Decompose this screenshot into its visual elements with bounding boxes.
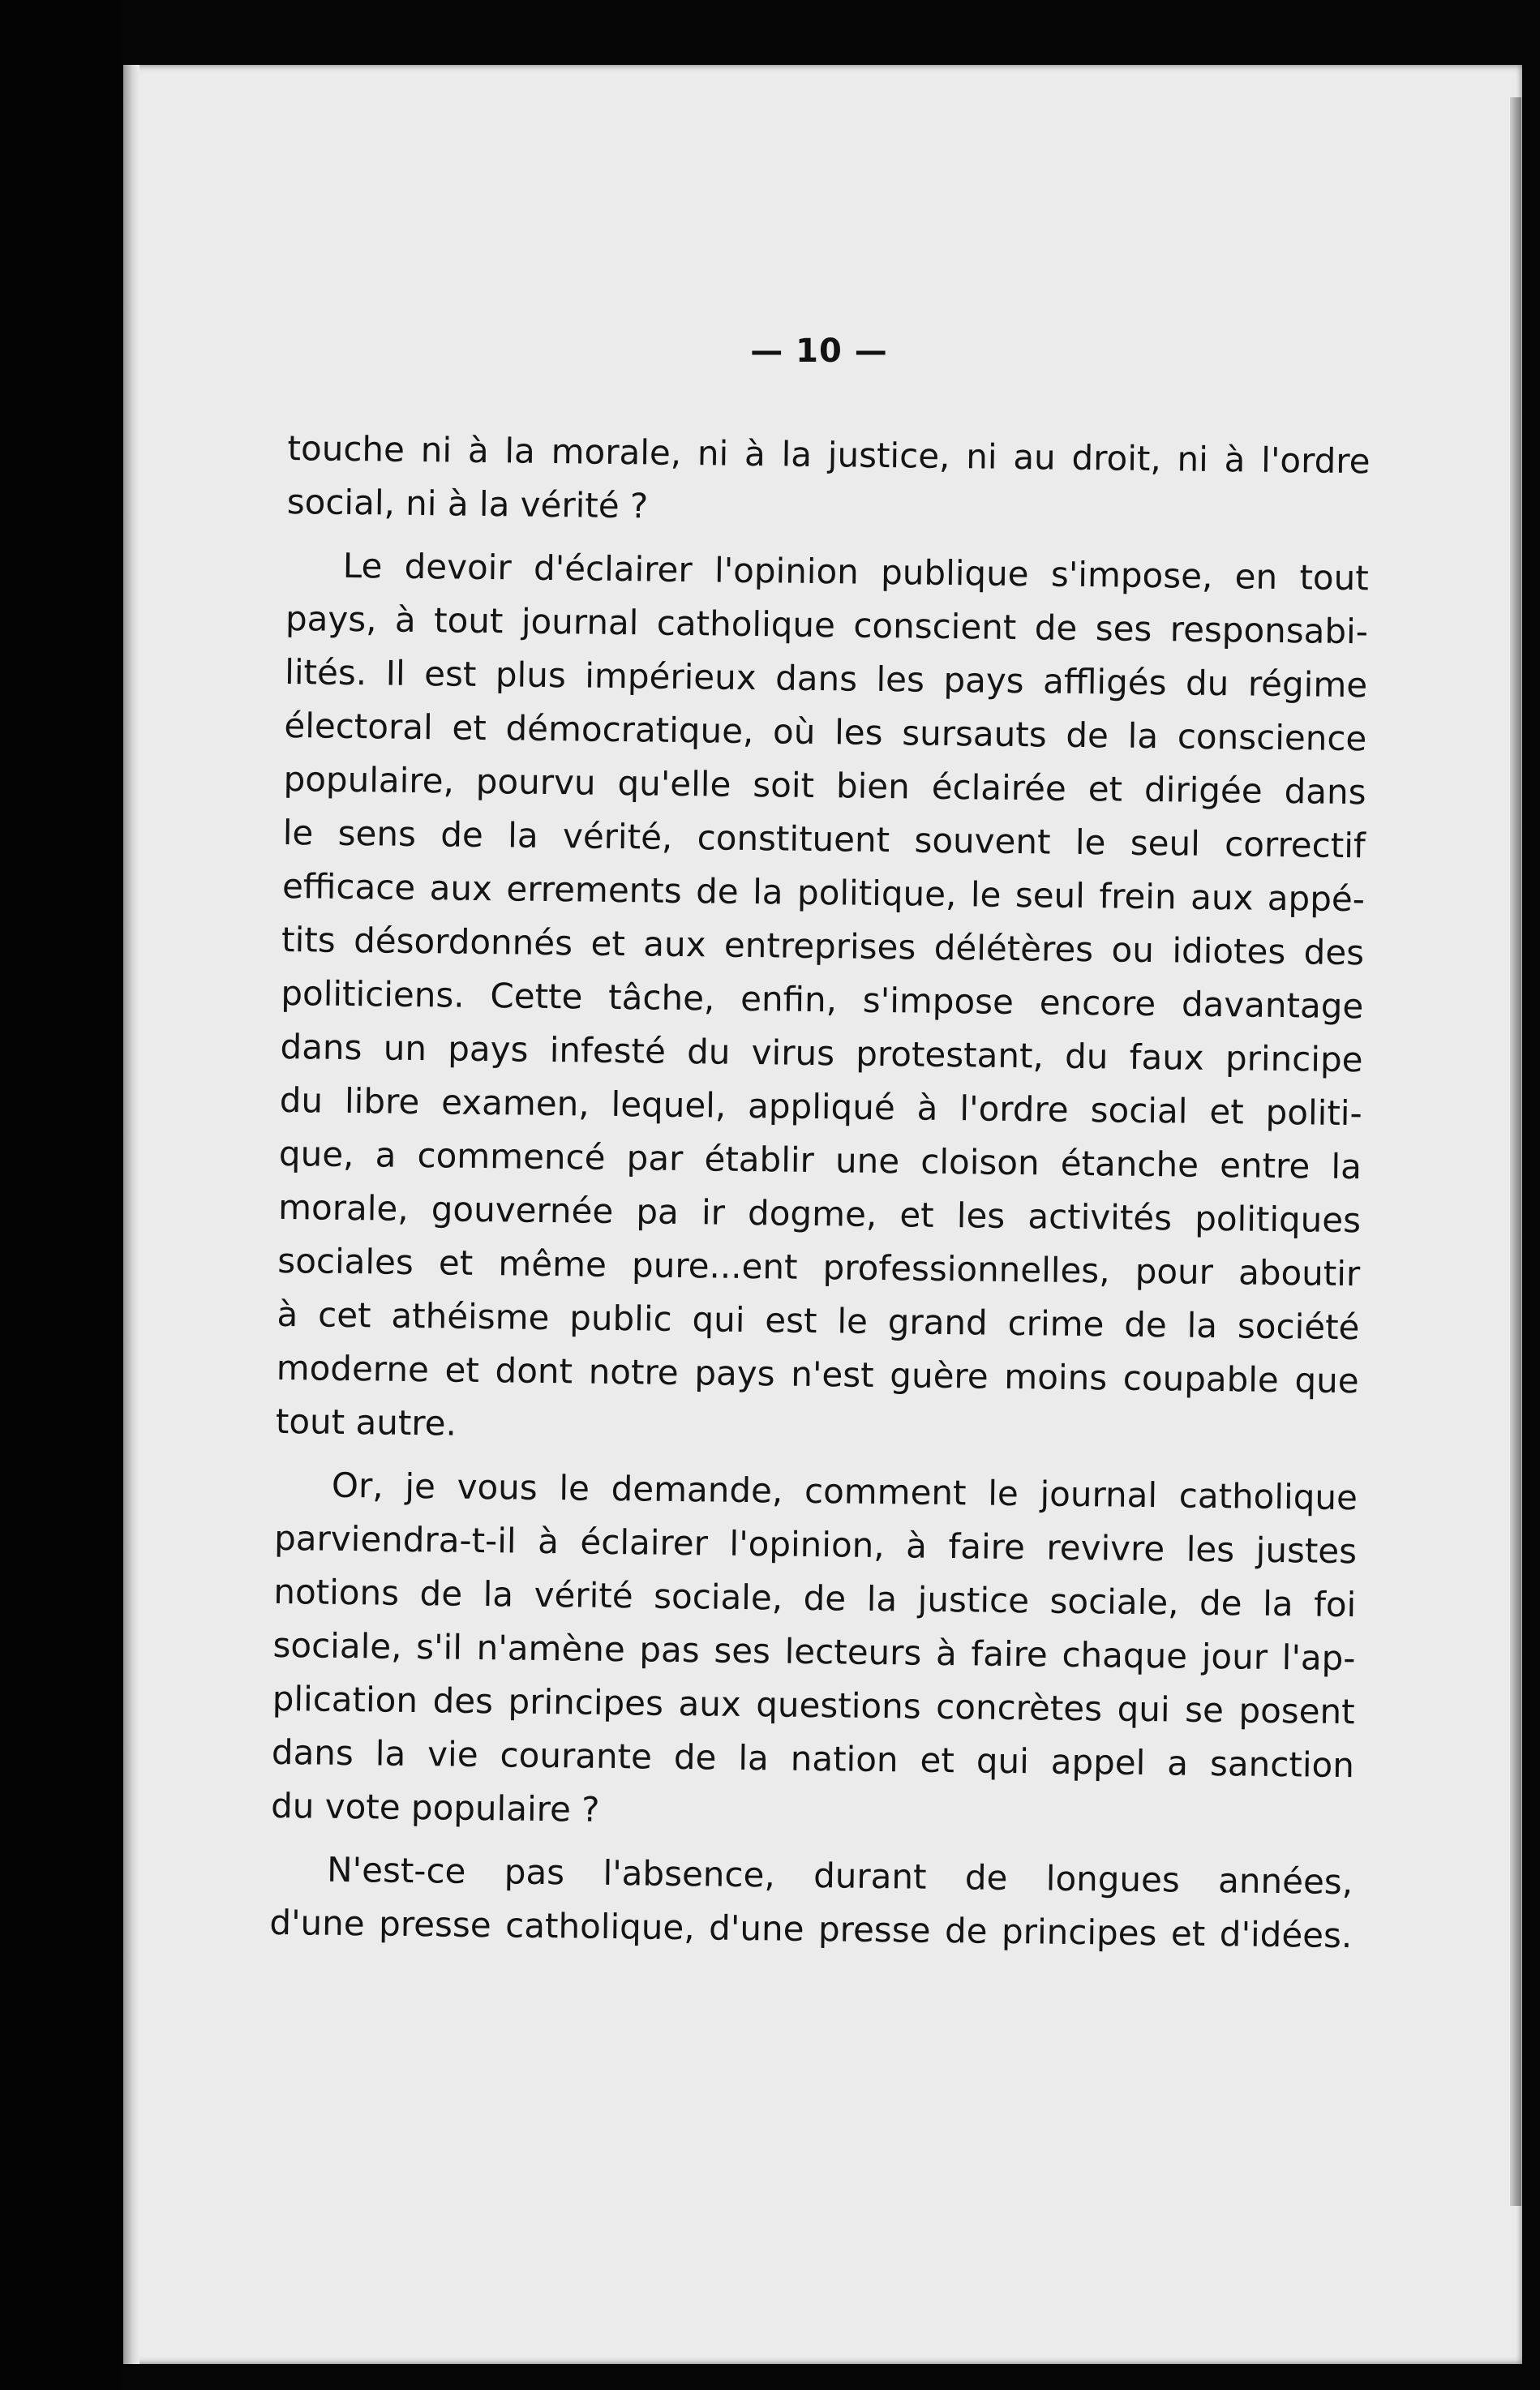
text-line: efficace aux errements de la politique, le seul frein aux appé- — [281, 865, 1366, 920]
text-line: lités. Il est plus impérieux dans les pays affligés du régime — [284, 651, 1368, 706]
text-line: moderne et dont notre pays n'est guère moins coupable que — [276, 1347, 1359, 1401]
paragraph-1 — [286, 422, 1371, 542]
text-line: le sens de la vérité, constituent souvent le seul correctif — [282, 812, 1366, 866]
text-line: sociales et même pure...ent professionnelles, pour aboutir — [277, 1240, 1361, 1294]
text-line: que, a commencé par établir une cloison étanche entre la — [278, 1133, 1362, 1187]
paragraph-2 — [276, 539, 1370, 1461]
text-line: dans un pays infesté du virus protestant, du faux principe — [280, 1026, 1363, 1080]
text-line: touche ni à la morale, ni à la justice, ni au droit, ni à l'ordre — [287, 427, 1371, 482]
body-text — [269, 422, 1371, 1963]
text-line: plication des principes aux questions concrètes qui se posent — [272, 1678, 1355, 1732]
text-line: pays, à tout journal catholique conscient de ses responsabi- — [285, 598, 1369, 652]
text-line: électoral et démocratique, où les sursauts de la conscience — [284, 705, 1367, 759]
text-line: politiciens. Cette tâche, enfin, s'impose encore davantage — [281, 972, 1364, 1027]
text-line: populaire, pourvu qu'elle soit bien éclairée et dirigée dans — [283, 758, 1366, 813]
text-line: sociale, s'il n'amène pas ses lecteurs à faire chaque jour l'ap- — [272, 1624, 1356, 1679]
text-line: du libre examen, lequel, appliqué à l'ordre social et politi- — [279, 1079, 1362, 1134]
page-number: — 10 — — [750, 333, 888, 370]
page-right-edge — [1510, 97, 1521, 2206]
text-line: notions de la vérité sociale, de la justice sociale, de la foi — [273, 1571, 1357, 1625]
text-line: à cet athéisme public qui est le grand crime de la société — [277, 1294, 1360, 1348]
paragraph-4 — [269, 1843, 1353, 1963]
text-line: du vote populaire ? — [270, 1785, 600, 1830]
text-line: parviendra-t-il à éclairer l'opinion, à faire revivre les justes — [273, 1517, 1358, 1572]
page-gutter-shadow — [123, 65, 139, 2364]
text-line: tout autre. — [275, 1401, 457, 1444]
text-line: morale, gouvernée pa ir dogme, et les activités politiques — [277, 1186, 1362, 1241]
text-line: Le devoir d'éclairer l'opinion publique s'impose, en tout — [342, 545, 1370, 599]
text-line: tits désordonnés et aux entreprises délétères ou idiotes des — [281, 919, 1365, 973]
paragraph-3 — [271, 1458, 1358, 1846]
text-line: social, ni à la vérité ? — [286, 481, 649, 526]
text-line: dans la vie courante de la nation et qui appel a sanction — [271, 1731, 1355, 1786]
scan-border-left — [0, 0, 122, 2390]
text-line: d'une presse catholique, d'une presse de principes et d'idées. — [269, 1902, 1353, 1956]
text-line: Or, je vous le demande, comment le journal catholique — [331, 1465, 1358, 1518]
text-line: N'est-ce pas l'absence, durant de longues années, — [326, 1849, 1353, 1903]
